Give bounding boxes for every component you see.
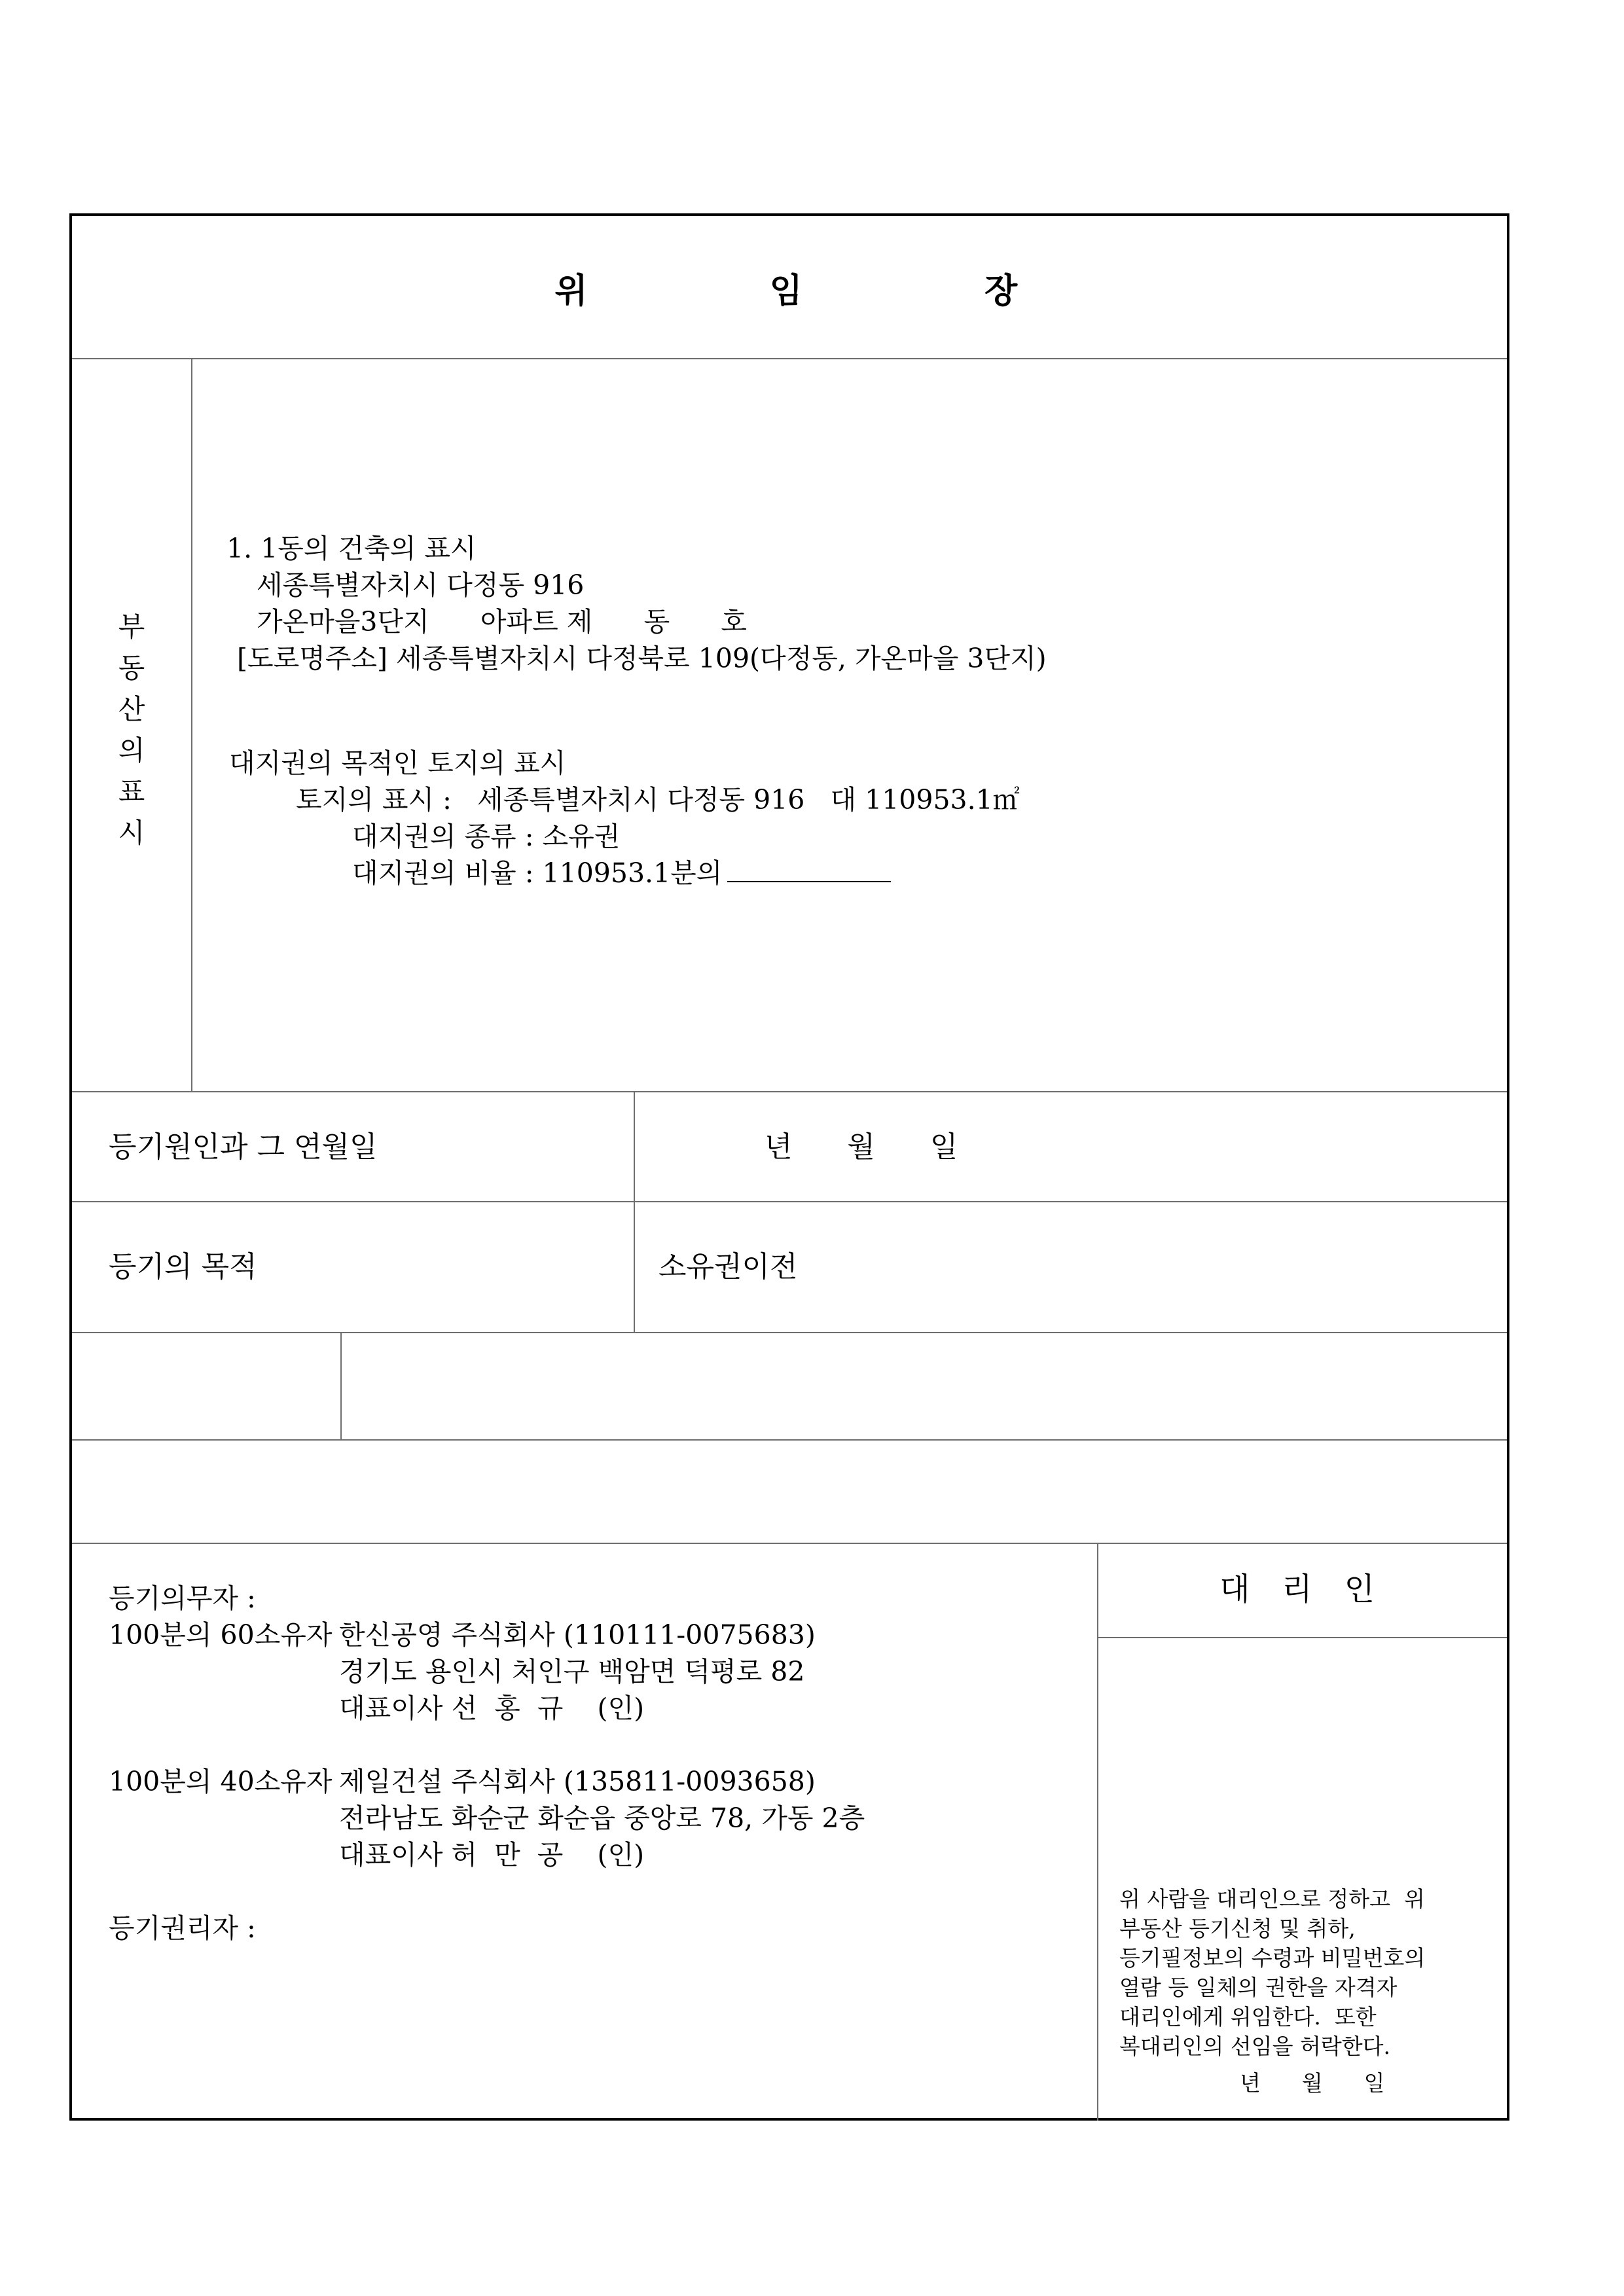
agent-statement-line: 등기필정보의 수령과 비밀번호의: [1119, 1945, 1426, 1971]
divider-empty-row-bottom: [72, 1439, 1507, 1441]
road-address: [도로명주소] 세종특별자치시 다정북로 109(다정동, 가온마을 3단지): [237, 643, 1047, 674]
land-display: 토지의 표시 : 세종특별자치시 다정동 916 대 110953.1㎡: [296, 784, 1020, 816]
land-heading: 대지권의 목적인 토지의 표시: [229, 747, 566, 779]
power-of-attorney-form: [69, 213, 1509, 2121]
obligor-label: 등기의무자 :: [109, 1583, 256, 1614]
divider-agent-header: [1097, 1637, 1507, 1638]
building-address: 세종특별자치시 다정동 916: [257, 569, 585, 601]
agent-statement-line: 대리인에게 위임한다. 또한: [1119, 2004, 1377, 2030]
divider-purpose: [72, 1332, 1507, 1333]
property-section-label: 부 동 산 의 표 시: [118, 611, 145, 849]
obligor-2-share: 100분의 40소유자: [109, 1766, 333, 1797]
agent-date: 년 월 일: [1240, 2070, 1385, 2096]
agent-statement-line: 복대리인의 선임을 허락한다.: [1119, 2034, 1391, 2059]
divider-cause: [72, 1201, 1507, 1202]
building-unit: 가온마을3단지 아파트 제 동 호: [257, 606, 747, 637]
divider-property-label: [191, 359, 192, 1092]
divider-blank-row: [72, 1543, 1507, 1544]
divider-empty-row: [340, 1332, 342, 1440]
divider-property: [72, 1091, 1507, 1092]
agent-statement-line: 부동산 등기신청 및 취하,: [1119, 1916, 1356, 1941]
obligor-2-address: 전라남도 화순군 화순읍 중앙로 78, 가동 2층: [339, 1803, 865, 1834]
divider-title: [72, 358, 1507, 359]
ratio-blank-line: [727, 859, 891, 882]
obligee-label: 등기권리자 :: [109, 1912, 256, 1944]
obligor-2-representative: 대표이사 허 만 공 (인): [339, 1839, 645, 1871]
obligor-2-name: 제일건설 주식회사 (135811-0093658): [339, 1766, 816, 1797]
document-title: 위 임 장: [554, 272, 1024, 311]
obligor-1-representative: 대표이사 선 홍 규 (인): [339, 1693, 645, 1724]
land-ratio: 대지권의 비율 : 110953.1분의: [352, 857, 723, 889]
registration-cause-date: 년 월 일: [765, 1130, 958, 1164]
divider-cause-purpose: [634, 1091, 635, 1332]
obligor-1-share: 100분의 60소유자: [109, 1619, 333, 1651]
divider-agent-column: [1097, 1543, 1098, 2121]
agent-header: 대 리 인: [1219, 1571, 1386, 1607]
building-heading: 1. 1동의 건축의 표시: [226, 533, 477, 564]
registration-purpose-label: 등기의 목적: [109, 1250, 257, 1283]
land-ratio-row: [352, 855, 891, 891]
obligor-1-name: 한신공영 주식회사 (110111-0075683): [339, 1619, 816, 1651]
agent-statement-line: 열람 등 일체의 권한을 자격자: [1119, 1975, 1398, 2000]
obligor-1-address: 경기도 용인시 처인구 백암면 덕평로 82: [339, 1656, 805, 1687]
land-right-type: 대지권의 종류 : 소유권: [352, 821, 621, 852]
registration-purpose-value: 소유권이전: [659, 1250, 798, 1283]
registration-cause-label: 등기원인과 그 연월일: [109, 1130, 378, 1164]
agent-statement-line: 위 사람을 대리인으로 정하고 위: [1119, 1886, 1425, 1912]
